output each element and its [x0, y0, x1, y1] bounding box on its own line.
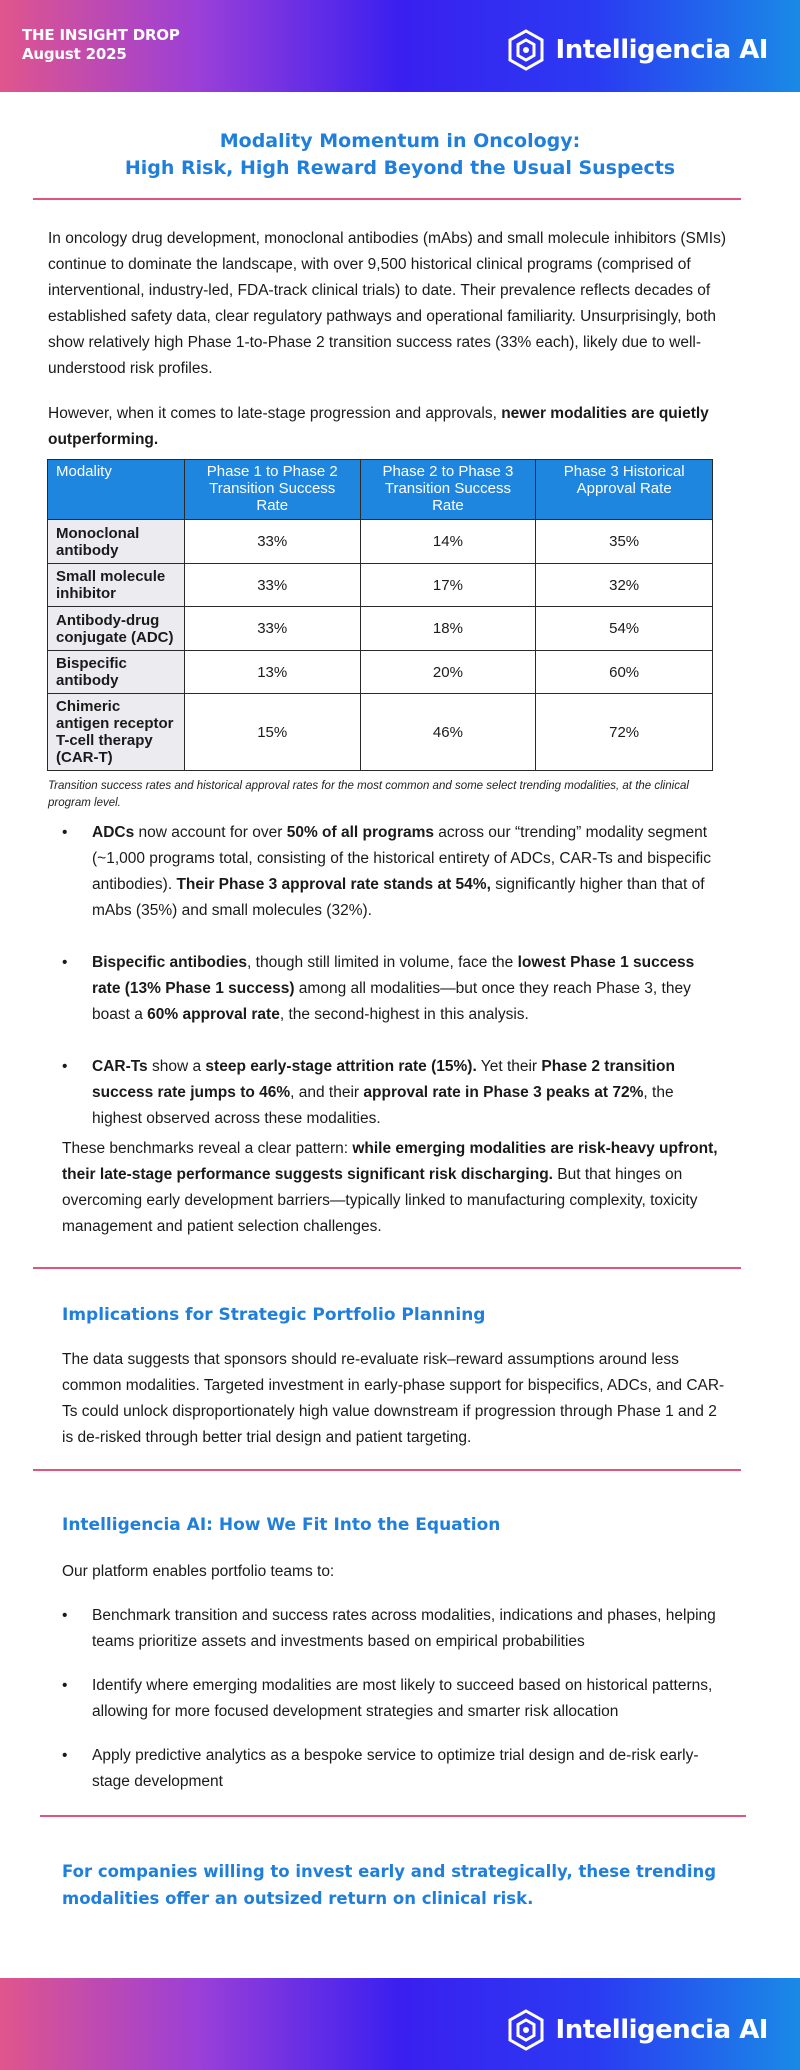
text: now account for over — [134, 824, 287, 841]
issue-date: August 2025 — [22, 45, 127, 63]
table-cell: 60% — [536, 651, 713, 694]
table-cell: 35% — [536, 520, 713, 564]
newsletter-tag — [22, 26, 180, 64]
table-cell: 33% — [184, 564, 360, 607]
title-line-1: Modality Momentum in Oncology: — [219, 130, 581, 152]
emphasis: ADCs — [92, 824, 135, 841]
list-item — [62, 1673, 732, 1725]
hexagon-network-logo-icon — [504, 28, 548, 72]
text: , though still limited in volume, face the — [247, 954, 518, 971]
intro-text: However, when it comes to late-stage progression and approvals, — [48, 405, 502, 422]
table-row — [48, 520, 713, 564]
text: , the second-highest in this analysis. — [279, 1006, 529, 1023]
benchmark-table — [47, 459, 713, 771]
text: Identify where emerging modalities are most likely to succeed based on historical patterns, allowing for more focused development strategies and smarter risk allocation — [92, 1677, 713, 1720]
table-row — [48, 651, 713, 694]
intro-paragraph: In oncology drug development, monoclonal antibodies (mAbs) and small molecule inhibitors (SMIs) continue to dominate the landscape, with over 9,500 historical clinical programs (comprised of interventional, industry-led, FDA-track clinical trials) to date. Their prevalence reflects decades of established safety data, clear regulatory pathways and operational familiarity. Unsurprisingly, both show relatively high Phase 1-to-Phase 2 transition success rates (33% each), likely due to well-understood risk profiles. — [48, 230, 727, 377]
emphasis: CAR-Ts — [92, 1058, 148, 1075]
bullet-glyph: • — [62, 1607, 68, 1624]
text: Yet their — [476, 1058, 542, 1075]
modality-cell: Monoclonal antibody — [48, 520, 185, 564]
text: show a — [147, 1058, 206, 1075]
implications-heading: Implications for Strategic Portfolio Planning — [62, 1305, 486, 1325]
table-cell: 32% — [536, 564, 713, 607]
footer-banner — [0, 1978, 800, 2070]
emphasis: 60% approval rate — [147, 1006, 280, 1023]
emphasis: 50% of all programs — [286, 824, 434, 841]
fit-list — [62, 1603, 732, 1795]
bullet-glyph: • — [62, 1058, 68, 1075]
column-header: Phase 1 to Phase 2 Transition Success Rate — [184, 460, 360, 520]
column-header: Modality — [48, 460, 185, 520]
table-cell: 33% — [184, 607, 360, 651]
brand-name: Intelligencia AI — [555, 35, 768, 65]
bullet-glyph: • — [62, 1677, 68, 1694]
brand-logo — [504, 28, 768, 72]
list-item — [62, 1603, 732, 1655]
emphasis: lowest Phase 1 success rate (13% Phase 1 success) — [92, 954, 695, 997]
column-header: Phase 2 to Phase 3 Transition Success Rate — [360, 460, 536, 520]
intro-paragraph-2 — [48, 401, 728, 453]
header-banner — [0, 0, 800, 92]
text: , and their — [290, 1084, 364, 1101]
list-item — [62, 1054, 722, 1132]
emphasis: steep early-stage attrition rate (15%). — [205, 1058, 477, 1075]
implications-paragraph: The data suggests that sponsors should re-evaluate risk–reward assumptions around less common modalities. Targeted investment in early-phase support for bispecifics, ADCs, and CAR-Ts could unlock disproportionately high value downstream if progression through Phase 1 and 2 is de-risked through better trial design and patient targeting. — [62, 1351, 725, 1446]
fit-heading: Intelligencia AI: How We Fit Into the Equation — [62, 1515, 501, 1535]
hexagon-network-logo-icon — [504, 2008, 548, 2052]
title-line-2: High Risk, High Reward Beyond the Usual Suspects — [124, 157, 676, 179]
column-header: Phase 3 Historical Approval Rate — [536, 460, 713, 520]
text: Benchmark transition and success rates across modalities, indications and phases, helping teams prioritize assets and investments based on empirical probabilities — [92, 1607, 716, 1650]
emphasis: approval rate in Phase 3 peaks at 72% — [363, 1084, 644, 1101]
divider — [33, 198, 741, 200]
emphasis: Phase 2 transition success rate jumps to 46% — [92, 1058, 675, 1101]
emphasis: Bispecific antibodies — [92, 954, 248, 971]
emphasis: while emerging modalities are risk-heavy upfront, their late-stage performance suggests significant risk discharging. — [62, 1140, 718, 1183]
table-cell: 17% — [360, 564, 536, 607]
page-title — [0, 128, 800, 182]
table-cell: 14% — [360, 520, 536, 564]
brand-name: Intelligencia AI — [555, 2015, 768, 2045]
table-row — [48, 607, 713, 651]
table-cell: 13% — [184, 651, 360, 694]
bullet-glyph: • — [62, 1747, 68, 1764]
text: among all modalities—but once they reach Phase 3, they boast a — [92, 980, 691, 1023]
table-cell: 15% — [184, 694, 360, 771]
findings-list — [62, 820, 722, 1132]
table-cell: 54% — [536, 607, 713, 651]
modality-cell: Antibody-drug conjugate (ADC) — [48, 607, 185, 651]
divider — [33, 1267, 741, 1269]
table-caption: Transition success rates and historical approval rates for the most common and some select trending modalities, at the clinical program level. — [48, 780, 689, 809]
text: , the highest observed across these modalities. — [92, 1084, 674, 1127]
intro-emphasis: newer modalities are quietly outperforming. — [48, 405, 709, 448]
divider — [33, 1469, 741, 1471]
table-cell: 72% — [536, 694, 713, 771]
table-cell: 20% — [360, 651, 536, 694]
table-cell: 18% — [360, 607, 536, 651]
table-cell: 33% — [184, 520, 360, 564]
brand-logo — [504, 2008, 768, 2052]
table-row — [48, 564, 713, 607]
bullet-glyph: • — [62, 824, 68, 841]
text: But that hinges on overcoming early development barriers—typically linked to manufacturing complexity, toxicity management and patient selection challenges. — [62, 1166, 698, 1235]
text: These benchmarks reveal a clear pattern: — [62, 1140, 353, 1157]
text: Apply predictive analytics as a bespoke service to optimize trial design and de-risk early-stage development — [92, 1747, 699, 1790]
text: significantly higher than that of mAbs (35%) and small molecules (32%). — [92, 876, 705, 919]
closing-statement: For companies willing to invest early and strategically, these trending modalities offer an outsized return on clinical risk. — [62, 1862, 717, 1908]
modality-cell: Bispecific antibody — [48, 651, 185, 694]
emphasis: Their Phase 3 approval rate stands at 54%, — [176, 876, 491, 893]
list-item — [62, 950, 722, 1028]
table-cell: 46% — [360, 694, 536, 771]
divider — [40, 1815, 746, 1817]
bullet-glyph: • — [62, 954, 68, 971]
fit-intro: Our platform enables portfolio teams to: — [62, 1563, 335, 1580]
text: across our “trending” modality segment (~1,000 programs total, consisting of the historical entirety of ADCs, CAR-Ts and bispecific antibodies). — [92, 824, 711, 893]
newsletter-name: THE INSIGHT DROP — [22, 26, 180, 44]
modality-cell: Small molecule inhibitor — [48, 564, 185, 607]
summary-paragraph — [62, 1136, 722, 1240]
table-row — [48, 694, 713, 771]
table-header-row — [48, 460, 713, 520]
modality-cell: Chimeric antigen receptor T-cell therapy (CAR-T) — [48, 694, 185, 771]
list-item — [62, 820, 722, 924]
list-item — [62, 1743, 732, 1795]
